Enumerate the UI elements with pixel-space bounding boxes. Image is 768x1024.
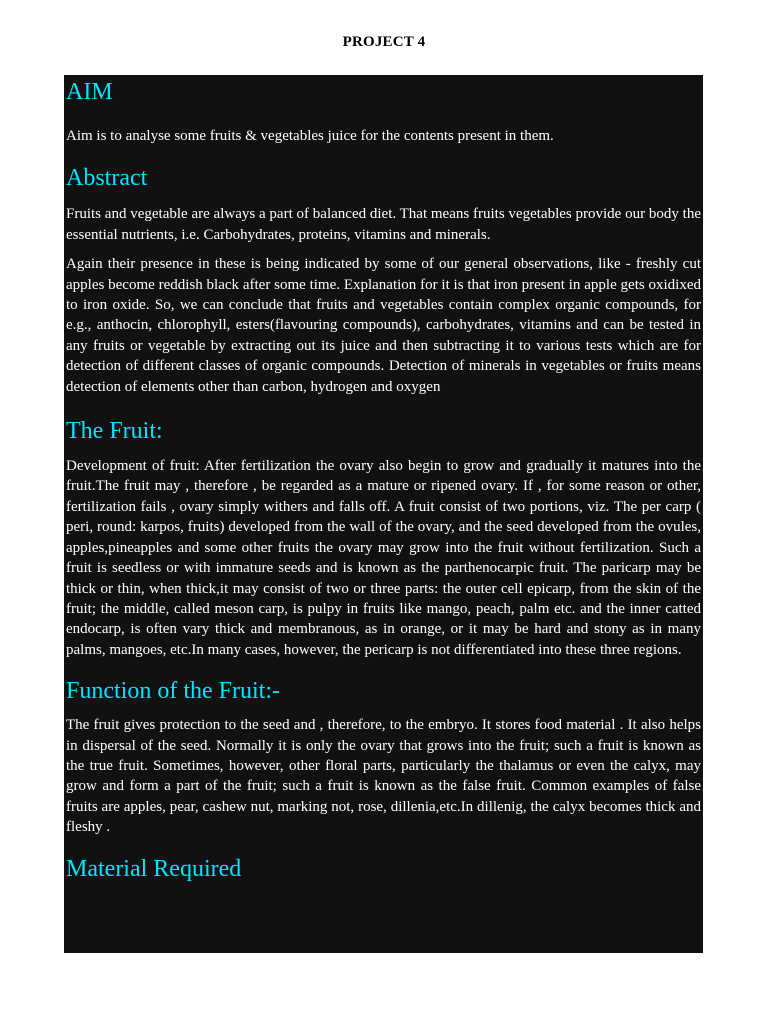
aim-paragraph: Aim is to analyse some fruits & vegetables juice for the contents present in them. <box>66 128 554 144</box>
fruit-paragraph: Development of fruit: After fertilization the ovary also begin to grow and gradually it matures into the fruit.The fruit may , therefore , be regarded as a mature or ripened ovary. If , for some reason or other, fertilization fails , ovary simply withers and falls off. A fruit consist of two portions, viz. The per carp ( peri, round: karpos, fruits) developed from the wall of the ovary, and the seed developed from the ovules, apples,pineapples and some other fruits the ovary may grow into the fruit without fertilization. Such a fruit is seedless or with immature seeds and is known as the parthenocarpic fruit. The paricarp may be thick or thin, when thick,it may consist of two or three parts: the outer cell epicarp, from the skin of the fruit; the middle, called meson carp, is pulpy in fruits like mango, peach, palm etc. and the inner catted endocarp, is often vary thick and membranous, as in orange, or it may be hard and stony as in many palms, mangoes, etc.In many cases, however, the pericarp is not differentiated into these three regions. <box>66 458 701 658</box>
content-panel <box>64 75 703 953</box>
abstract-paragraph-2: Again their presence in these is being indicated by some of our general observations, like - freshly cut apples become reddish black after some time. Explanation for it is that iron present in apple gets oxidixed to iron oxide. So, we can conclude that fruits and vegetables contain complex organic compounds, for e.g., anthocin, chlorophyll, esters(flavouring compounds), carbohydrates, vitamins and can be tested in any fruits or vegetable by extracting out its juice and then subtracting it to various tests which are for detection of different classes of organic compounds. Detection of minerals in vegetables or fruits means detection of elements other than carbon, hydrogen and oxygen <box>66 256 701 395</box>
abstract-heading: Abstract <box>66 165 148 192</box>
fruit-heading: The Fruit: <box>66 418 163 445</box>
material-heading: Material Required <box>66 855 242 882</box>
aim-heading: AIM <box>66 79 113 105</box>
function-heading: Function of the Fruit:- <box>66 678 280 705</box>
abstract-paragraph-1: Fruits and vegetable are always a part of balanced diet. That means fruits vegetables provide our body the essential nutrients, i.e. Carbohydrates, proteins, vitamins and minerals. <box>66 206 701 243</box>
function-paragraph: The fruit gives protection to the seed and , therefore, to the embryo. It stores food material . It also helps in dispersal of the seed. Normally it is only the ovary that grows into the fruit; such a fruit is known as the true fruit. Sometimes, however, other floral parts, particularly the thalamus or even the calyx, may grow and form a part of the fruit; such a fruit is known as the false fruit. Common examples of false fruits are apples, pear, cashew nut, marking not, rose, dillenia,etc.In dillenig, the calyx becomes thick and fleshy . <box>66 717 701 836</box>
page-title: PROJECT 4 <box>342 34 426 50</box>
